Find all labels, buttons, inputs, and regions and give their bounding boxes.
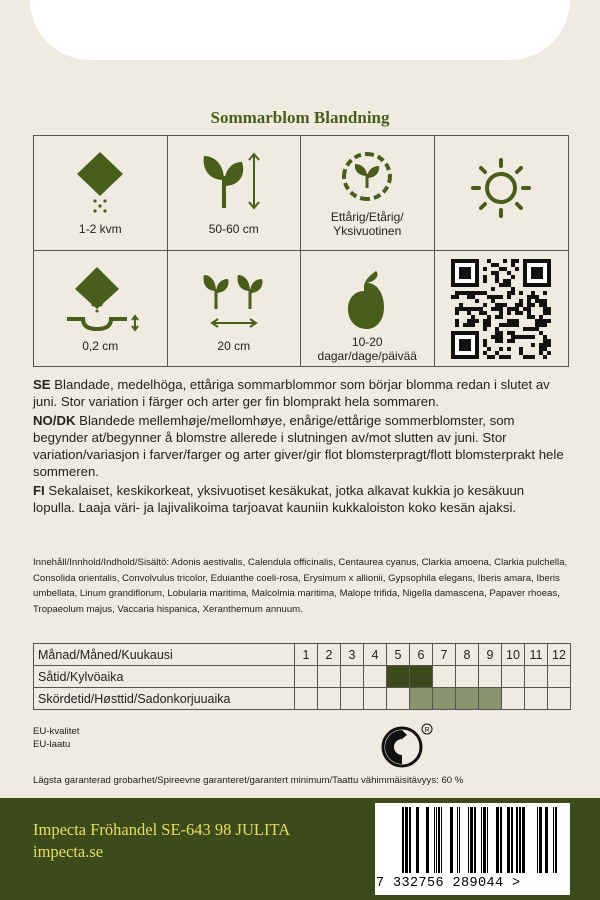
sun-icon xyxy=(461,146,541,226)
calendar-cell xyxy=(502,688,525,710)
description-block xyxy=(33,376,569,518)
calendar-cell xyxy=(318,666,341,688)
germination-cell xyxy=(301,251,435,366)
sowing-calendar xyxy=(33,643,571,710)
qr-code-icon[interactable] xyxy=(451,259,551,359)
calendar-cell xyxy=(318,688,341,710)
month-cell: 5 xyxy=(387,644,410,666)
icon-grid xyxy=(33,135,569,367)
annual-label: Ettårig/Etårig/ Yksivuotinen xyxy=(330,210,404,238)
area-cell xyxy=(34,136,168,251)
area-icon xyxy=(65,146,135,216)
barcode-icon xyxy=(375,803,570,877)
calendar-cell xyxy=(525,688,548,710)
harvest-time-row xyxy=(34,688,571,710)
month-cell: 4 xyxy=(364,644,387,666)
germination-rate: Lägsta garanterad grobarhet/Spireevne garanteret/garantert minimum/Taattu vähimmäisitävyys: 60 % xyxy=(33,775,464,786)
month-cell: 7 xyxy=(433,644,456,666)
calendar-cell xyxy=(341,666,364,688)
calendar-cell xyxy=(433,688,456,710)
description-se: SE Blandade, medelhöga, ettåriga sommarblommor som börjar blomma redan i slutet av juni. Stor variation i färger och arter ger fin blomprakt hela sommaren. xyxy=(33,377,550,409)
product-title: Sommarblom Blandning xyxy=(210,108,390,127)
calendar-header-row xyxy=(34,644,571,666)
calendar-header-label: Månad/Måned/Kuukausi xyxy=(34,644,295,666)
calendar-cell xyxy=(364,688,387,710)
calendar-cell xyxy=(341,688,364,710)
calendar-cell xyxy=(295,688,318,710)
plant-spacing-icon xyxy=(194,261,274,333)
company-website[interactable]: impecta.se xyxy=(33,842,104,861)
calendar-cell xyxy=(387,666,410,688)
month-cell: 2 xyxy=(318,644,341,666)
eu-quality: EU-kvalitet EU-laatu xyxy=(33,726,80,750)
company-address: Impecta Fröhandel SE-643 98 JULITA xyxy=(33,820,291,839)
plant-height-label: 50-60 cm xyxy=(208,222,259,236)
area-label: 1-2 kvm xyxy=(78,222,122,236)
germination-icon xyxy=(332,261,402,333)
month-cell: 6 xyxy=(410,644,433,666)
description-fi: FI Sekalaiset, keskikorkeat, yksivuotiset kesäkukat, jotka alkavat kukkia jo kesäkuun lopulla. Laaja väri- ja lajivalikoima tarjoavat kauniin kukkaloiston koko kesän ajaksi. xyxy=(33,483,525,515)
qr-cell xyxy=(435,251,569,366)
calendar-cell xyxy=(410,666,433,688)
calendar-cell xyxy=(456,688,479,710)
plant-height-cell xyxy=(168,136,302,251)
sowing-depth-cell xyxy=(34,251,168,366)
calendar-cell xyxy=(295,666,318,688)
sun-cell xyxy=(435,136,569,251)
calendar-cell xyxy=(479,688,502,710)
month-cell: 3 xyxy=(341,644,364,666)
month-cell: 10 xyxy=(502,644,525,666)
sowing-time-label: Såtid/Kylvöaika xyxy=(34,666,295,688)
calendar-cell xyxy=(410,688,433,710)
month-cell: 9 xyxy=(479,644,502,666)
month-cell: 8 xyxy=(456,644,479,666)
calendar-cell xyxy=(479,666,502,688)
plant-spacing-label: 20 cm xyxy=(217,339,251,353)
sowing-depth-icon xyxy=(55,261,145,333)
plant-height-icon xyxy=(194,146,274,216)
annual-cell xyxy=(301,136,435,251)
description-nodk: NO/DK Blandede mellemhøje/mellomhøye, enårige/ettårige sommerblomster, som begynder at/begynner å blomstre allerede i slutningen av/mot slutten av juni. Stor variation/variasjon i farver/farger og arter giver/gir flot blomsterpragt/flott blomsterprakt hele sommeren. xyxy=(33,413,564,479)
calendar-cell xyxy=(548,666,571,688)
calendar-cell xyxy=(364,666,387,688)
harvest-time-label: Skördetid/Høsttid/Sadonkorjuuaika xyxy=(34,688,295,710)
calendar-cell xyxy=(433,666,456,688)
green-dot-recycle-icon xyxy=(380,722,436,772)
calendar-cell xyxy=(548,688,571,710)
calendar-cell xyxy=(502,666,525,688)
plant-spacing-cell xyxy=(168,251,302,366)
annual-cycle-icon xyxy=(332,146,402,208)
sowing-time-row xyxy=(34,666,571,688)
sowing-depth-label: 0,2 cm xyxy=(82,339,119,353)
calendar-cell xyxy=(456,666,479,688)
germination-label: 10-20 dagar/dage/päivää xyxy=(317,335,417,363)
month-cell: 12 xyxy=(548,644,571,666)
svg-text:R: R xyxy=(424,727,430,734)
hang-hole xyxy=(30,0,570,60)
calendar-cell xyxy=(525,666,548,688)
calendar-cell xyxy=(387,688,410,710)
month-cell: 1 xyxy=(295,644,318,666)
barcode-digits: 7 332756 289044 > xyxy=(376,876,521,891)
ingredients-list: Innehåll/Innhold/Indhold/Sisältö: Adonis aestivalis, Calendula officinalis, Centaurea cyanus, Clarkia amoena, Clarkia pulchella, Consolida orientalis, Convolvulus tricolor, Eduianthe coeli-rosa, Erysimum x allionii, Gypsophila elegans, Iberis amara, Iberis umbellata, Linum grandiflorum, Lobularia maritima, Malcolmia maritima, Malope trifida, Nigella damascena, Papaver rhoeas, Tropaeolum majus, Vaccaria hispanica, Xeranthemum annuum. xyxy=(33,557,568,615)
month-cell: 11 xyxy=(525,644,548,666)
